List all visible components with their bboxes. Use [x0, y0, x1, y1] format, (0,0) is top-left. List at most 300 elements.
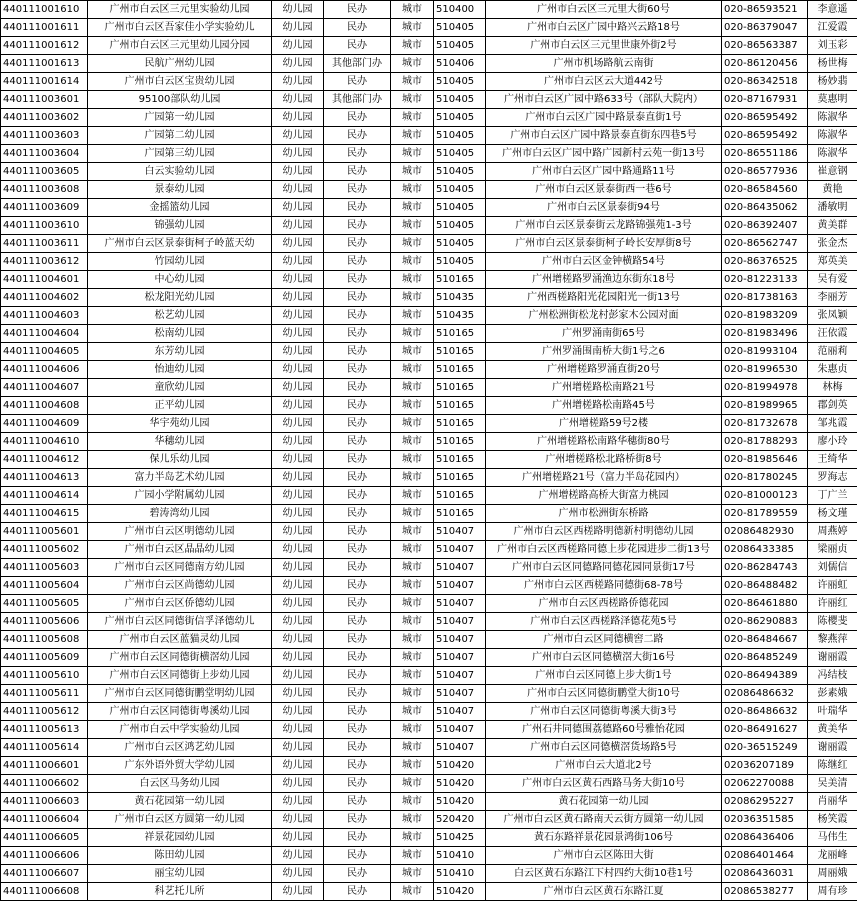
- org-code-cell: 440111005603: [1, 559, 88, 577]
- org-code-cell: 440111005602: [1, 541, 88, 559]
- phone-cell: 02062270088: [722, 775, 808, 793]
- ownership-cell: 民办: [324, 487, 391, 505]
- category-cell: 幼儿园: [272, 739, 324, 757]
- table-row: [1, 883, 857, 901]
- phone-cell: 02086538277: [722, 883, 808, 901]
- org-code-cell: 440111004608: [1, 397, 88, 415]
- table-row: [1, 307, 857, 325]
- table-row: [1, 415, 857, 433]
- table-row: [1, 613, 857, 631]
- address-cell: 广州市白云区三元里世康外街2号: [486, 37, 722, 55]
- phone-cell: 020-86392407: [722, 217, 808, 235]
- address-cell: 白云区黄石东路江下村四约大街10巷1号: [486, 865, 722, 883]
- org-code-cell: 440111005609: [1, 649, 88, 667]
- postcode-cell: 510405: [434, 73, 486, 91]
- ownership-cell: 民办: [324, 19, 391, 37]
- kindergarten-name-cell: 广州市白云区晶晶幼儿园: [88, 541, 272, 559]
- phone-cell: 020-86562747: [722, 235, 808, 253]
- kindergarten-name-cell: 怡迪幼儿园: [88, 361, 272, 379]
- category-cell: 幼儿园: [272, 685, 324, 703]
- table-row: [1, 91, 857, 109]
- phone-cell: 02086433385: [722, 541, 808, 559]
- kindergarten-name-cell: 富力半岛艺术幼儿园: [88, 469, 272, 487]
- area-type-cell: 城市: [391, 523, 434, 541]
- postcode-cell: 510405: [434, 181, 486, 199]
- area-type-cell: 城市: [391, 199, 434, 217]
- postcode-cell: 510165: [434, 433, 486, 451]
- area-type-cell: 城市: [391, 577, 434, 595]
- table-row: [1, 397, 857, 415]
- postcode-cell: 510405: [434, 37, 486, 55]
- org-code-cell: 440111003605: [1, 163, 88, 181]
- phone-cell: 02086486632: [722, 685, 808, 703]
- contact-cell: 郑英美: [808, 253, 857, 271]
- table-row: [1, 451, 857, 469]
- phone-cell: 020-86376525: [722, 253, 808, 271]
- kindergarten-name-cell: 广州市白云区吾家佳小学实验幼儿: [88, 19, 272, 37]
- area-type-cell: 城市: [391, 451, 434, 469]
- kindergarten-name-cell: 碧涛湾幼儿园: [88, 505, 272, 523]
- area-type-cell: 城市: [391, 739, 434, 757]
- category-cell: 幼儿园: [272, 361, 324, 379]
- area-type-cell: 城市: [391, 55, 434, 73]
- kindergarten-name-cell: 广州市白云区侨德幼儿园: [88, 595, 272, 613]
- kindergarten-name-cell: 松南幼儿园: [88, 325, 272, 343]
- table-body: [1, 1, 857, 901]
- ownership-cell: 民办: [324, 829, 391, 847]
- org-code-cell: 440111005601: [1, 523, 88, 541]
- category-cell: 幼儿园: [272, 235, 324, 253]
- table-row: [1, 361, 857, 379]
- org-code-cell: 440111004613: [1, 469, 88, 487]
- table-row: [1, 559, 857, 577]
- area-type-cell: 城市: [391, 235, 434, 253]
- table-row: [1, 271, 857, 289]
- address-cell: 广州市白云区陈田大街: [486, 847, 722, 865]
- address-cell: 广州增槎路21号（富力半岛花园内）: [486, 469, 722, 487]
- ownership-cell: 民办: [324, 757, 391, 775]
- postcode-cell: 510165: [434, 397, 486, 415]
- area-type-cell: 城市: [391, 181, 434, 199]
- phone-cell: 020-86595492: [722, 109, 808, 127]
- ownership-cell: 民办: [324, 37, 391, 55]
- org-code-cell: 440111006604: [1, 811, 88, 829]
- area-type-cell: 城市: [391, 847, 434, 865]
- org-code-cell: 440111004606: [1, 361, 88, 379]
- org-code-cell: 440111004603: [1, 307, 88, 325]
- area-type-cell: 城市: [391, 415, 434, 433]
- contact-cell: 杨世梅: [808, 55, 857, 73]
- area-type-cell: 城市: [391, 685, 434, 703]
- contact-cell: 郡剑英: [808, 397, 857, 415]
- org-code-cell: 440111004604: [1, 325, 88, 343]
- area-type-cell: 城市: [391, 505, 434, 523]
- postcode-cell: 520420: [434, 811, 486, 829]
- category-cell: 幼儿园: [272, 433, 324, 451]
- kindergarten-name-cell: 保儿乐幼儿园: [88, 451, 272, 469]
- area-type-cell: 城市: [391, 595, 434, 613]
- ownership-cell: 民办: [324, 469, 391, 487]
- contact-cell: 梁丽贞: [808, 541, 857, 559]
- postcode-cell: 510165: [434, 451, 486, 469]
- address-cell: 广州罗涌南街65号: [486, 325, 722, 343]
- contact-cell: 杨笑霞: [808, 811, 857, 829]
- area-type-cell: 城市: [391, 361, 434, 379]
- category-cell: 幼儿园: [272, 1, 324, 19]
- category-cell: 幼儿园: [272, 649, 324, 667]
- contact-cell: 周有珍: [808, 883, 857, 901]
- org-code-cell: 440111003604: [1, 145, 88, 163]
- org-code-cell: 440111001613: [1, 55, 88, 73]
- contact-cell: 黄美群: [808, 217, 857, 235]
- table-row: [1, 541, 857, 559]
- table-row: [1, 505, 857, 523]
- postcode-cell: 510405: [434, 217, 486, 235]
- phone-cell: 020-36515249: [722, 739, 808, 757]
- ownership-cell: 民办: [324, 523, 391, 541]
- area-type-cell: 城市: [391, 145, 434, 163]
- kindergarten-name-cell: 广州市白云区蓝猫灵幼儿园: [88, 631, 272, 649]
- org-code-cell: 440111004610: [1, 433, 88, 451]
- table-row: [1, 703, 857, 721]
- kindergarten-name-cell: 白云区马务幼儿园: [88, 775, 272, 793]
- area-type-cell: 城市: [391, 667, 434, 685]
- category-cell: 幼儿园: [272, 721, 324, 739]
- table-row: [1, 37, 857, 55]
- phone-cell: 02086295227: [722, 793, 808, 811]
- phone-cell: 020-86435062: [722, 199, 808, 217]
- kindergarten-name-cell: 黄石花园第一幼儿园: [88, 793, 272, 811]
- kindergarten-name-cell: 广州市白云区三元里幼儿园分园: [88, 37, 272, 55]
- phone-cell: 020-81989965: [722, 397, 808, 415]
- kindergarten-name-cell: 正平幼儿园: [88, 397, 272, 415]
- category-cell: 幼儿园: [272, 541, 324, 559]
- phone-cell: 02036207189: [722, 757, 808, 775]
- postcode-cell: 510407: [434, 541, 486, 559]
- category-cell: 幼儿园: [272, 289, 324, 307]
- contact-cell: 莫惠明: [808, 91, 857, 109]
- phone-cell: 020-86563387: [722, 37, 808, 55]
- ownership-cell: 民办: [324, 847, 391, 865]
- ownership-cell: 民办: [324, 289, 391, 307]
- ownership-cell: 民办: [324, 379, 391, 397]
- area-type-cell: 城市: [391, 253, 434, 271]
- ownership-cell: 民办: [324, 433, 391, 451]
- postcode-cell: 510405: [434, 109, 486, 127]
- table-row: [1, 523, 857, 541]
- category-cell: 幼儿园: [272, 865, 324, 883]
- org-code-cell: 440111005605: [1, 595, 88, 613]
- ownership-cell: 民办: [324, 721, 391, 739]
- table-row: [1, 343, 857, 361]
- address-cell: 广州市白云区西槎路明德新村明德幼儿园: [486, 523, 722, 541]
- org-code-cell: 440111003612: [1, 253, 88, 271]
- postcode-cell: 510407: [434, 613, 486, 631]
- phone-cell: 020-86290883: [722, 613, 808, 631]
- area-type-cell: 城市: [391, 559, 434, 577]
- phone-cell: 020-81985646: [722, 451, 808, 469]
- address-cell: 广州市白云区景泰街柯子岭长安厚街8号: [486, 235, 722, 253]
- kindergarten-name-cell: 东芳幼儿园: [88, 343, 272, 361]
- contact-cell: 周燕婷: [808, 523, 857, 541]
- ownership-cell: 民办: [324, 883, 391, 901]
- phone-cell: 020-86488482: [722, 577, 808, 595]
- phone-cell: 020-81738163: [722, 289, 808, 307]
- ownership-cell: 民办: [324, 343, 391, 361]
- postcode-cell: 510410: [434, 865, 486, 883]
- table-row: [1, 829, 857, 847]
- address-cell: 广州石井同德围荔德路60号雅怡花园: [486, 721, 722, 739]
- contact-cell: 吴美清: [808, 775, 857, 793]
- table-row: [1, 793, 857, 811]
- kindergarten-name-cell: 广园第二幼儿园: [88, 127, 272, 145]
- area-type-cell: 城市: [391, 109, 434, 127]
- postcode-cell: 510435: [434, 289, 486, 307]
- org-code-cell: 440111005613: [1, 721, 88, 739]
- ownership-cell: 民办: [324, 397, 391, 415]
- address-cell: 广州市白云区同德横窖二路: [486, 631, 722, 649]
- address-cell: 广州市白云区西槎路泽德花苑5号: [486, 613, 722, 631]
- kindergarten-name-cell: 中心幼儿园: [88, 271, 272, 289]
- category-cell: 幼儿园: [272, 217, 324, 235]
- category-cell: 幼儿园: [272, 325, 324, 343]
- contact-cell: 谢丽霞: [808, 739, 857, 757]
- postcode-cell: 510407: [434, 523, 486, 541]
- org-code-cell: 440111006607: [1, 865, 88, 883]
- category-cell: 幼儿园: [272, 757, 324, 775]
- postcode-cell: 510407: [434, 595, 486, 613]
- postcode-cell: 510407: [434, 685, 486, 703]
- postcode-cell: 510407: [434, 577, 486, 595]
- phone-cell: 020-86577936: [722, 163, 808, 181]
- contact-cell: 肖丽华: [808, 793, 857, 811]
- org-code-cell: 440111004601: [1, 271, 88, 289]
- ownership-cell: 民办: [324, 649, 391, 667]
- postcode-cell: 510165: [434, 361, 486, 379]
- postcode-cell: 510407: [434, 667, 486, 685]
- category-cell: 幼儿园: [272, 775, 324, 793]
- org-code-cell: 440111001610: [1, 1, 88, 19]
- ownership-cell: 民办: [324, 865, 391, 883]
- org-code-cell: 440111006602: [1, 775, 88, 793]
- contact-cell: 许丽红: [808, 595, 857, 613]
- kindergarten-name-cell: 广园第三幼儿园: [88, 145, 272, 163]
- address-cell: 广州市白云区广园中路兴云路18号: [486, 19, 722, 37]
- table-row: [1, 721, 857, 739]
- area-type-cell: 城市: [391, 487, 434, 505]
- postcode-cell: 510165: [434, 469, 486, 487]
- kindergarten-name-cell: 广州市白云区景泰街柯子岭蓝天幼: [88, 235, 272, 253]
- table-row: [1, 631, 857, 649]
- ownership-cell: 民办: [324, 541, 391, 559]
- org-code-cell: 440111005606: [1, 613, 88, 631]
- address-cell: 黄石东路祥景花园景鸿街106号: [486, 829, 722, 847]
- contact-cell: 彭素娥: [808, 685, 857, 703]
- ownership-cell: 民办: [324, 505, 391, 523]
- org-code-cell: 440111004609: [1, 415, 88, 433]
- ownership-cell: 其他部门办: [324, 91, 391, 109]
- phone-cell: 020-81789559: [722, 505, 808, 523]
- phone-cell: 020-81994978: [722, 379, 808, 397]
- ownership-cell: 民办: [324, 685, 391, 703]
- area-type-cell: 城市: [391, 883, 434, 901]
- postcode-cell: 510405: [434, 235, 486, 253]
- area-type-cell: 城市: [391, 631, 434, 649]
- table-row: [1, 73, 857, 91]
- table-row: [1, 163, 857, 181]
- address-cell: 广州市白云区同德路同德花园同景街17号: [486, 559, 722, 577]
- table-row: [1, 19, 857, 37]
- contact-cell: 龙丽峰: [808, 847, 857, 865]
- kindergarten-name-cell: 广州市白云区同德街上步幼儿园: [88, 667, 272, 685]
- org-code-cell: 440111003603: [1, 127, 88, 145]
- ownership-cell: 其他部门办: [324, 55, 391, 73]
- area-type-cell: 城市: [391, 163, 434, 181]
- kindergarten-name-cell: 童欣幼儿园: [88, 379, 272, 397]
- kindergarten-name-cell: 广州市白云区三元里实验幼儿园: [88, 1, 272, 19]
- table-row: [1, 433, 857, 451]
- org-code-cell: 440111004612: [1, 451, 88, 469]
- contact-cell: 陈继红: [808, 757, 857, 775]
- category-cell: 幼儿园: [272, 253, 324, 271]
- phone-cell: 020-86551186: [722, 145, 808, 163]
- table-row: [1, 127, 857, 145]
- kindergarten-name-cell: 广州市白云区同德南方幼儿园: [88, 559, 272, 577]
- table-row: [1, 469, 857, 487]
- category-cell: 幼儿园: [272, 469, 324, 487]
- area-type-cell: 城市: [391, 541, 434, 559]
- org-code-cell: 440111001611: [1, 19, 88, 37]
- phone-cell: 020-86485249: [722, 649, 808, 667]
- category-cell: 幼儿园: [272, 55, 324, 73]
- category-cell: 幼儿园: [272, 829, 324, 847]
- org-code-cell: 440111003601: [1, 91, 88, 109]
- address-cell: 广州市白云区同德上步大街1号: [486, 667, 722, 685]
- table-row: [1, 739, 857, 757]
- postcode-cell: 510165: [434, 379, 486, 397]
- ownership-cell: 民办: [324, 307, 391, 325]
- area-type-cell: 城市: [391, 649, 434, 667]
- postcode-cell: 510165: [434, 487, 486, 505]
- org-code-cell: 440111006603: [1, 793, 88, 811]
- org-code-cell: 440111006606: [1, 847, 88, 865]
- org-code-cell: 440111004614: [1, 487, 88, 505]
- postcode-cell: 510400: [434, 1, 486, 19]
- address-cell: 广州市白云区同德街粤溪大街3号: [486, 703, 722, 721]
- address-cell: 广州市白云区黄石西路马务大街10号: [486, 775, 722, 793]
- table-row: [1, 577, 857, 595]
- category-cell: 幼儿园: [272, 451, 324, 469]
- phone-cell: 020-86595492: [722, 127, 808, 145]
- category-cell: 幼儿园: [272, 91, 324, 109]
- area-type-cell: 城市: [391, 271, 434, 289]
- contact-cell: 朱惠贞: [808, 361, 857, 379]
- org-code-cell: 440111003609: [1, 199, 88, 217]
- contact-cell: 陈淑华: [808, 145, 857, 163]
- area-type-cell: 城市: [391, 127, 434, 145]
- address-cell: 广州增槎路松南路45号: [486, 397, 722, 415]
- kindergarten-name-cell: 广州市白云区尚德幼儿园: [88, 577, 272, 595]
- contact-cell: 冯结枝: [808, 667, 857, 685]
- area-type-cell: 城市: [391, 811, 434, 829]
- ownership-cell: 民办: [324, 451, 391, 469]
- ownership-cell: 民办: [324, 775, 391, 793]
- kindergarten-name-cell: 丽宝幼儿园: [88, 865, 272, 883]
- ownership-cell: 民办: [324, 577, 391, 595]
- phone-cell: 020-86486632: [722, 703, 808, 721]
- postcode-cell: 510420: [434, 775, 486, 793]
- contact-cell: 陈樱斐: [808, 613, 857, 631]
- postcode-cell: 510406: [434, 55, 486, 73]
- postcode-cell: 510407: [434, 649, 486, 667]
- org-code-cell: 440111003610: [1, 217, 88, 235]
- postcode-cell: 510407: [434, 631, 486, 649]
- category-cell: 幼儿园: [272, 109, 324, 127]
- ownership-cell: 民办: [324, 217, 391, 235]
- contact-cell: 谢丽霞: [808, 649, 857, 667]
- contact-cell: 王绮华: [808, 451, 857, 469]
- postcode-cell: 510405: [434, 145, 486, 163]
- postcode-cell: 510407: [434, 703, 486, 721]
- org-code-cell: 440111006601: [1, 757, 88, 775]
- phone-cell: 02086401464: [722, 847, 808, 865]
- table-row: [1, 199, 857, 217]
- contact-cell: 许丽虹: [808, 577, 857, 595]
- phone-cell: 020-86584560: [722, 181, 808, 199]
- ownership-cell: 民办: [324, 73, 391, 91]
- phone-cell: 020-86461880: [722, 595, 808, 613]
- ownership-cell: 民办: [324, 739, 391, 757]
- table-row: [1, 865, 857, 883]
- phone-cell: 020-86494389: [722, 667, 808, 685]
- ownership-cell: 民办: [324, 253, 391, 271]
- kindergarten-name-cell: 金摇篮幼儿园: [88, 199, 272, 217]
- category-cell: 幼儿园: [272, 307, 324, 325]
- postcode-cell: 510420: [434, 793, 486, 811]
- address-cell: 广州市白云区同德横滘货场路5号: [486, 739, 722, 757]
- area-type-cell: 城市: [391, 865, 434, 883]
- postcode-cell: 510165: [434, 271, 486, 289]
- kindergarten-name-cell: 广州市白云区宝贵幼儿园: [88, 73, 272, 91]
- contact-cell: 黎燕萍: [808, 631, 857, 649]
- area-type-cell: 城市: [391, 343, 434, 361]
- org-code-cell: 440111004615: [1, 505, 88, 523]
- table-row: [1, 649, 857, 667]
- phone-cell: 020-81993104: [722, 343, 808, 361]
- org-code-cell: 440111005610: [1, 667, 88, 685]
- postcode-cell: 510405: [434, 163, 486, 181]
- contact-cell: 刘儒信: [808, 559, 857, 577]
- phone-cell: 020-86379047: [722, 19, 808, 37]
- ownership-cell: 民办: [324, 415, 391, 433]
- address-cell: 广州市白云区西槎路同德街68-78号: [486, 577, 722, 595]
- table-row: [1, 253, 857, 271]
- address-cell: 广州市白云区云大道442号: [486, 73, 722, 91]
- category-cell: 幼儿园: [272, 883, 324, 901]
- address-cell: 广州市白云区西槎路同德上步花园进步二街13号: [486, 541, 722, 559]
- org-code-cell: 440111001614: [1, 73, 88, 91]
- area-type-cell: 城市: [391, 757, 434, 775]
- kindergarten-name-cell: 科艺托儿所: [88, 883, 272, 901]
- kindergarten-name-cell: 华宇苑幼儿园: [88, 415, 272, 433]
- ownership-cell: 民办: [324, 703, 391, 721]
- address-cell: 广州市松洲街东桥路: [486, 505, 722, 523]
- kindergarten-name-cell: 松艺幼儿园: [88, 307, 272, 325]
- table-row: [1, 1, 857, 19]
- table-row: [1, 217, 857, 235]
- contact-cell: 周丽娥: [808, 865, 857, 883]
- kindergarten-name-cell: 广州市白云区明德幼儿园: [88, 523, 272, 541]
